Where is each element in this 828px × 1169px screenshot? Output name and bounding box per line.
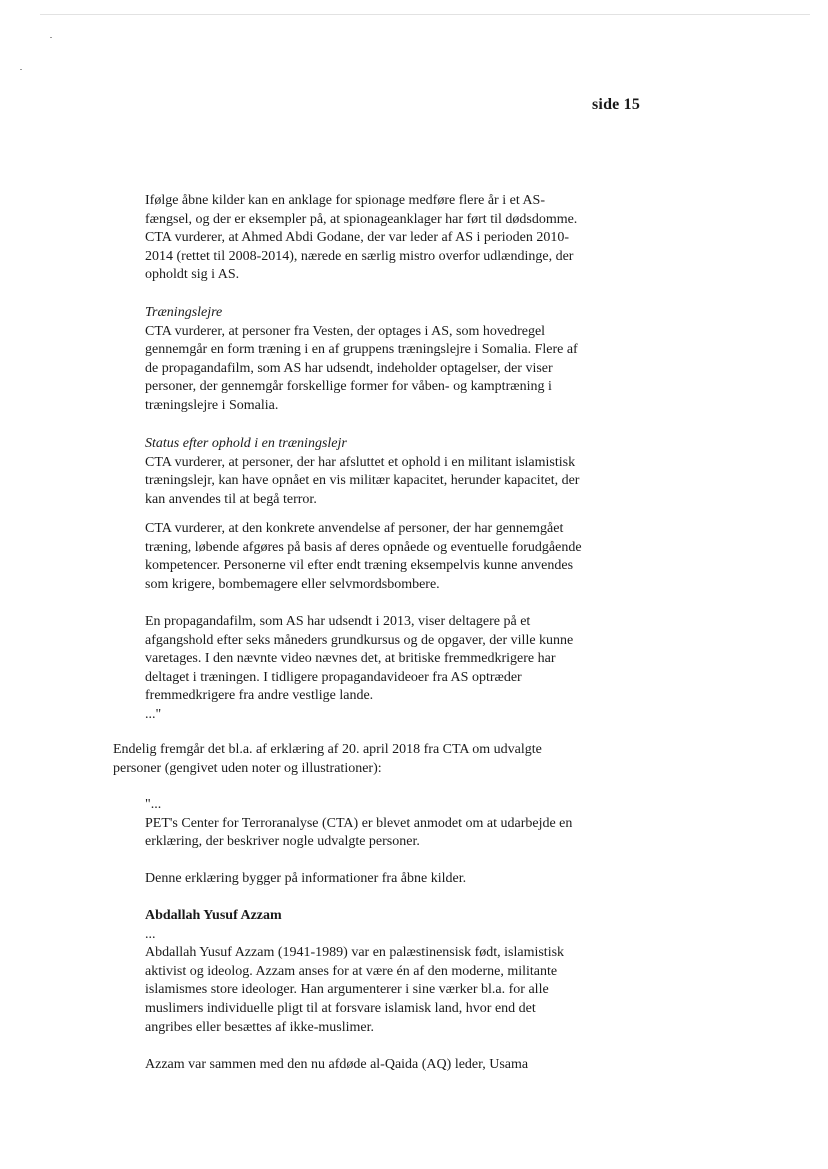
scan-top-rule	[40, 14, 810, 15]
section-heading: Træningslejre	[145, 305, 223, 320]
section-traeningslejre	[145, 304, 585, 416]
quote-opening-block	[145, 796, 585, 852]
section-heading: Status efter ophold i en træningslejr	[145, 436, 347, 451]
intro-paragraph	[113, 741, 583, 778]
quote-para-film	[145, 613, 585, 725]
paragraph: CTA vurderer, at personer fra Vesten, der optages i AS, som hovedregel gennemgår en form træning i en af gruppens træningslejre i Somalia. Flere af de propagandafilm, som AS har udsendt, indeholder optagelser, der viser personer, der gennemgår forskellige former for våben- og kamptræning i træningslejre i Somalia.	[145, 323, 578, 413]
quote-para-spionage	[145, 192, 585, 285]
paragraph: Abdallah Yusuf Azzam (1941-1989) var en palæstinensisk født, islamistisk aktivist og ideolog. Azzam anses for at være én af den moderne, militante islamismes store ideologer. Han argumenterer i sine værker bl.a. for alle muslimers individuelle pligt til at forsvare islamisk land, hvor end det angribes eller besættes af ikke-muslimer.	[145, 945, 565, 1035]
section-status	[145, 435, 585, 509]
paragraph: En propagandafilm, som AS har udsendt i 2013, viser deltagere på et afgangshold efter seks måneders grundkursus og de opgaver, der ville kunne varetages. I den nævnte video nævnes det, at britiske fremmedkrigere har deltaget i træningen. I tidligere propagandavideoer fra AS optræder fremmedkrigere fra andre vestlige lande.	[145, 614, 574, 704]
paragraph: Ifølge åbne kilder kan en anklage for spionage medføre flere år i et AS-fængsel, og der er eksempler på, at spionageanklager har ført til dødsdomme. CTA vurderer, at Ahmed Abdi Godane, der var leder af AS i perioden 2010-2014 (rettet til 2008-2014), nærede en særlig mistro overfor udlændinge, der opholdt sig i AS.	[145, 193, 578, 283]
paragraph: CTA vurderer, at den konkrete anvendelse af personer, der har gennemgået træning, løbende afgøres på basis af deres opnåede og eventuelle forudgående kompetencer. Personerne vil efter endt træning eksempelvis kunne anvendes som krigere, bombemagere eller selvmordsbombere.	[145, 521, 582, 592]
ellipsis: ...	[145, 926, 156, 942]
paragraph: Azzam var sammen med den nu afdøde al-Qaida (AQ) leder, Usama	[145, 1057, 529, 1072]
paragraph: PET's Center for Terroranalyse (CTA) er blevet anmodet om at udarbejde en erklæring, der beskriver nogle udvalgte personer.	[145, 815, 573, 850]
paragraph: Denne erklæring bygger på informationer fra åbne kilder.	[145, 871, 467, 886]
scan-speck	[50, 37, 52, 38]
quote-basis	[145, 870, 585, 889]
quote-opening: "...	[145, 797, 162, 812]
person-section	[145, 907, 585, 1037]
quote-para-training	[145, 520, 585, 594]
page-number: side 15	[592, 96, 641, 113]
person-heading: Abdallah Yusuf Azzam	[145, 908, 282, 923]
paragraph: CTA vurderer, at personer, der har afsluttet et ophold i en militant islamistisk træningslejr, kan have opnået en vis militær kapacitet, herunder kapacitet, der kan anvendes til at begå terror.	[145, 454, 580, 507]
scan-speck	[20, 69, 22, 70]
paragraph: Endelig fremgår det bl.a. af erklæring af 20. april 2018 fra CTA om udvalgte personer (gengivet uden noter og illustrationer):	[113, 742, 542, 776]
quote-last-line	[145, 1056, 585, 1075]
quote-closing: ..."	[145, 706, 162, 722]
